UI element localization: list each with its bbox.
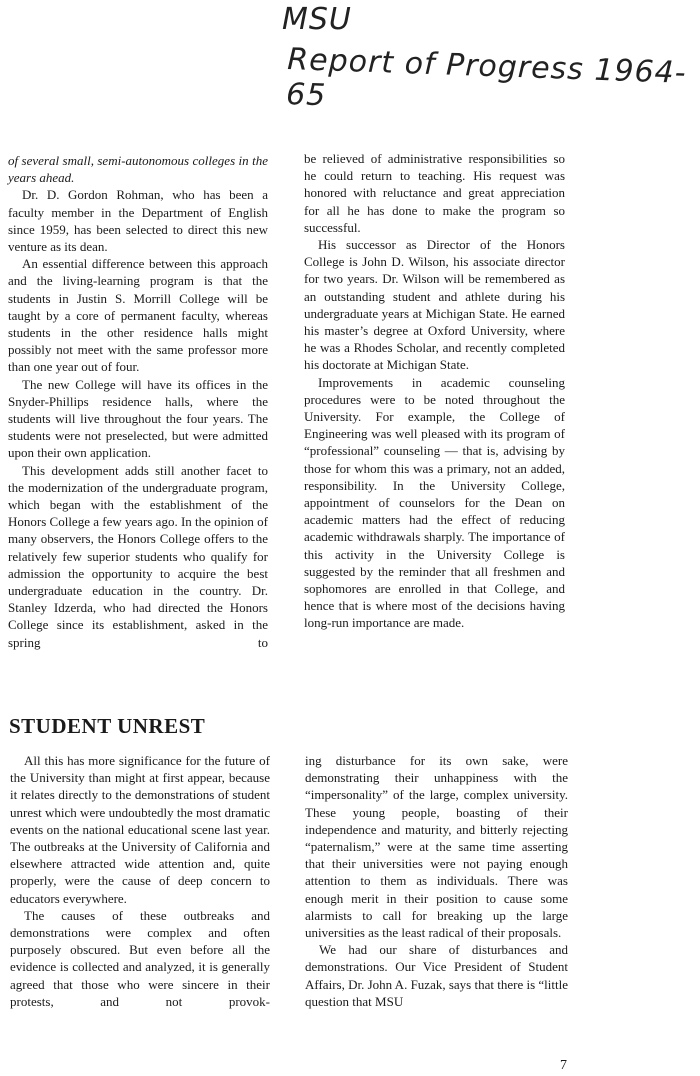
paragraph: Improvements in academic counseling procedures were to be noted throughout the University. For example, the College of Engineering was well pleased with its program of “professional” counseling — that is, advising by those for whom this was a primary, not an added, responsibility. In the University College, appointment of counselors for the Dean on academic matters had the effect of reducing academic withdrawals sharply. The importance of this activity in the University College is suggested by the reminder that all freshmen and sophomores are enrolled in that College, and hence that is where most of the decisions having long-run importance are made. <box>304 374 565 631</box>
paragraph: The new College will have its offices in the Snyder-Phillips residence halls, where the students will live throughout the four years. The students were not preselected, but were admitted upon their own application. <box>8 376 268 461</box>
paragraph: An essential difference between this approach and the living-learning program is that the students in Justin S. Morrill College will be taught by a core of permanent faculty, whereas students in the other residence halls might possibly not meet with the same professor more than one year out of four. <box>8 256 268 375</box>
paragraph: His successor as Director of the Honors College is John D. Wilson, his associate director for two years. Dr. Wilson will be remembered as an outstanding student and athlete during his undergraduate years at Michigan State. He earned his master’s degree at Oxford University, where he was a Rhodes Scholar, and recently completed his doctorate at Michigan State. <box>304 237 565 373</box>
column-top-left <box>8 152 268 651</box>
column-bottom-right <box>305 752 568 1010</box>
column-bottom-left <box>10 752 270 1010</box>
handwritten-annotation-line1: MSU <box>282 2 352 37</box>
paragraph: ing disturbance for its own sake, were demonstrating their unhappiness with the “impersonality” of the large, complex university. These young people, boasting of their independence and maturity, and bitterly rejecting “paternalism,” were at the same time asserting that their universities were not paying enough attention to them as individuals. There was enough merit in their position to cause some alarmists to call for breaking up the large universities as the least radical of their proposals. <box>305 753 568 941</box>
paragraph: This development adds still another facet to the modernization of the undergraduate program, which began with the establishment of the Honors College a few years ago. In the opinion of many observers, the Honors College offers to the relatively few superior students who qualify for admission the opportunity to acquire the best undergraduate education in the country. Dr. Stanley Idzerda, who had directed the Honors College since its establishment, asked in the spring to <box>8 462 268 650</box>
page-number: 7 <box>560 1058 567 1073</box>
paragraph: All this has more significance for the future of the University than might at first appear, because it relates directly to the demonstrations of student unrest which were undoubtedly the most dramatic events on the national educational scene last year. The outbreaks at the University of California and elsewhere attracted wide attention and, quite properly, were the cause of deep concern to educators everywhere. <box>10 753 270 906</box>
paragraph: The causes of these outbreaks and demonstrations were complex and often purposely obscured. But even before all the evidence is collected and analyzed, it is generally agreed that those who were sincere in their protests, and not provok- <box>10 907 270 1009</box>
handwritten-annotation-line2: Report of Progress 1964-65 <box>285 42 688 114</box>
paragraph: Dr. D. Gordon Rohman, who has been a faculty member in the Department of English since 1959, has been selected to direct this new venture as its dean. <box>8 187 268 255</box>
paragraph: of several small, semi-autonomous colleges in the years ahead. <box>8 153 268 186</box>
paragraph: We had our share of disturbances and demonstrations. Our Vice President of Student Affairs, Dr. John A. Fuzak, says that there is “little question that MSU <box>305 942 568 1009</box>
column-top-right <box>304 150 565 632</box>
paragraph: be relieved of administrative responsibilities so he could return to teaching. His request was honored with reluctance and great appreciation for all he has done to make the program so successful. <box>304 151 565 235</box>
section-heading: STUDENT UNREST <box>9 714 206 738</box>
